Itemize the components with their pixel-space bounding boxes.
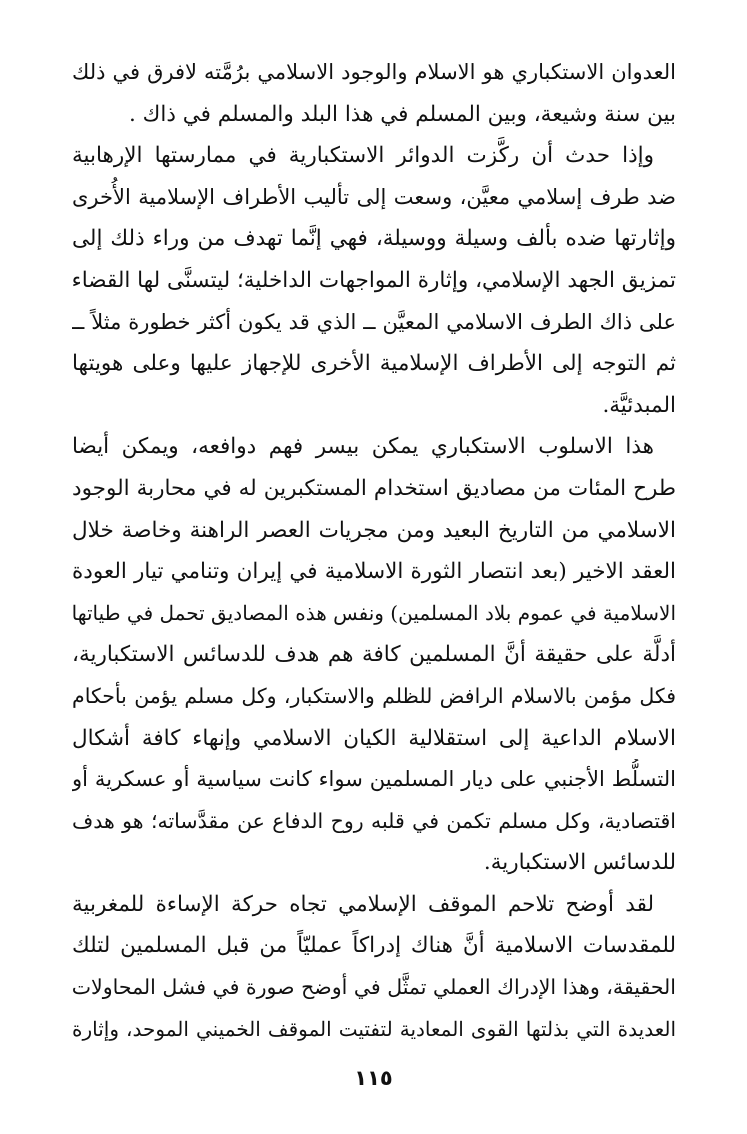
paragraph-1 [72,52,676,135]
text-line: وإذا حدث أن ركَّزت الدوائر الاستكبارية في ممارستها الإرهابية [72,143,654,169]
text-line: للمقدسات الاسلامية أنَّ هناك إدراكاً عمليّاً من قبل المسلمين لتلك [72,933,676,959]
text-line: العدوان الاستكباري هو الاسلام والوجود الاسلامي برُمَّته لافرق في ذلك [72,60,676,84]
paragraph-2 [72,135,676,426]
text-line: تمزيق الجهد الإسلامي، وإثارة المواجهات الداخلية؛ ليتسنَّى لها القضاء [72,267,676,293]
text-line: التسلُّط الأجنبي على ديار المسلمين سواء كانت سياسية أو عسكرية أو [72,767,676,792]
text-line: للدسائس الاستكبارية. [483,850,676,876]
document-body [72,52,676,1050]
text-line: على ذاك الطرف الاسلامي المعيَّن ــ الذي قد يكون أكثر خطورة مثلاً ــ [72,309,676,334]
text-line: ضد طرف إسلامي معيَّن، وسعت إلى تأليب الأطراف الإسلامية الأُخرى [72,184,676,209]
text-line: بين سنة وشيعة، وبين المسلم في هذا البلد والمسلم في ذاك . [128,101,676,127]
text-line: الحقيقة، وهذا الإدراك العملي تمثَّل في أوضح صورة في فشل المحاولات [72,975,676,1000]
paragraph-4 [72,884,676,1050]
text-line: ثم التوجه إلى الأطراف الإسلامية الأخرى للإجهاز عليها وعلى هويتها [72,351,676,377]
paragraph-3 [72,426,676,884]
text-line: أدلَّة على حقيقة أنَّ المسلمين كافة هم هدف للدسائس الاستكبارية، [72,642,676,668]
text-line: هذا الاسلوب الاستكباري يمكن بيسر فهم دوافعه، ويمكن أيضا [72,434,654,460]
text-line: الاسلام الداعية إلى استقلالية الكيان الاسلامي وإنهاء كافة أشكال [72,725,676,751]
text-line: العقد الاخير (بعد انتصار الثورة الاسلامية في إيران وتنامي تيار العودة [72,559,676,585]
text-line: اقتصادية، وكل مسلم تكمن في قلبه روح الدفاع عن مقدَّساته؛ هو هدف [72,808,676,833]
page-number: ١١٥ [354,1066,393,1090]
text-line: الاسلامي من التاريخ البعيد ومن مجريات العصر الراهنة وخاصة خلال [72,517,676,543]
text-line: المبدئيَّة. [602,392,676,418]
text-line: وإثارتها ضده بألف وسيلة ووسيلة، فهي إنَّما تهدف من وراء ذلك إلى [72,226,676,252]
text-line: طرح المئات من مصاديق استخدام المستكبرين له في محاربة الوجود [72,475,676,501]
text-line: فكل مؤمن بالاسلام الرافض للظلم والاستكبار، وكل مسلم يؤمن بأحكام [72,683,676,708]
text-line: لقد أوضح تلاحم الموقف الإسلامي تجاه حركة الإساءة للمغربية [72,891,654,917]
text-line: العديدة التي بذلتها القوى المعادية لتفتيت الموقف الخميني الموحد، وإثارة [72,1016,676,1041]
text-line: الاسلامية في عموم بلاد المسلمين) ونفس هذه المصاديق تحمل في طياتها [72,600,676,625]
